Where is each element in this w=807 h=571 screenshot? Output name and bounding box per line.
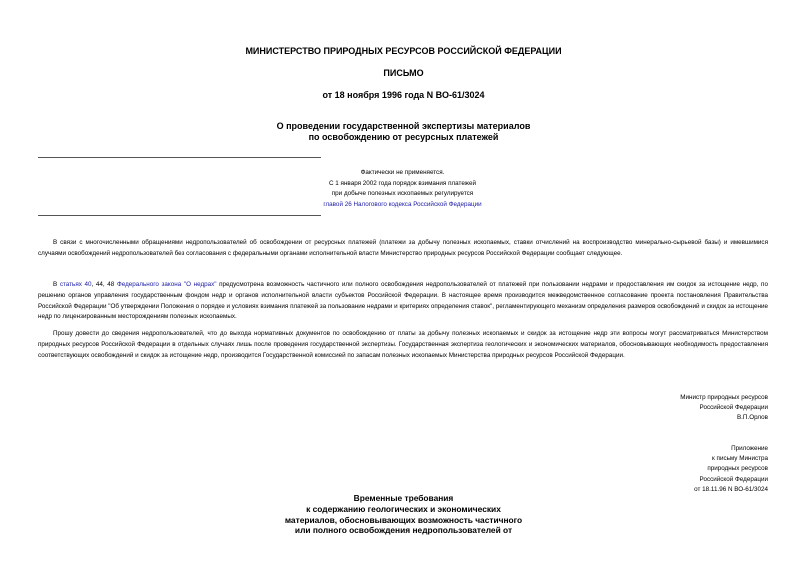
p2-pre: В	[53, 281, 60, 288]
appendix-line3: природных ресурсов	[707, 465, 768, 473]
subsoil-law-link[interactable]: Федерального закона "О недрах"	[116, 281, 217, 288]
tax-code-link[interactable]: главой 26 Налогового кодекса Российской Федерации	[323, 200, 482, 208]
divider-top	[38, 157, 321, 158]
appendix-line4: Российской Федерации	[699, 475, 768, 483]
p2-sep: , 44, 48	[91, 281, 117, 288]
requirements-title-line3: материалов, обосновывающих возможность частичного	[284, 514, 523, 525]
status-note-line1: Фактически не применяется.	[360, 169, 445, 176]
appendix-block	[694, 444, 768, 495]
requirements-title-line2: к содержанию геологических и экономических	[306, 503, 501, 514]
paragraph-2	[38, 280, 768, 323]
signature-line2: Российской Федерации	[699, 404, 768, 412]
document-type: ПИСЬМО	[383, 68, 424, 78]
signature-line1: Министр природных ресурсов	[680, 394, 768, 401]
article-40-link[interactable]: статьях 40	[59, 281, 92, 288]
paragraph-3: Прошу довести до сведения недропользователей, что до выхода нормативных документов по освобождению от платы за добычу полезных ископаемых и скидок за истощение недр эти вопросы могут рассматриваться Министерством природных ресурсов Российской Федерации в отдельных случаях лишь после проведения государственной экспертизы. Государственная экспертиза геологических и экономических материалов, обосновывающих необходимость предоставления соответствующих освобождений и скидок за истощение недр, производится Государственной комиссией по запасам полезных ископаемых Министерства природных ресурсов Российской Федерации.	[38, 330, 768, 359]
divider-bottom	[38, 215, 321, 216]
requirements-title-line1: Временные требования	[353, 493, 454, 503]
document-subject-line1: О проведении государственной экспертизы материалов	[276, 121, 531, 131]
document-date-number: от 18 ноября 1996 года N ВО-61/3024	[322, 90, 485, 100]
status-note-line2: С 1 января 2002 года порядок взимания платежей	[328, 179, 477, 187]
status-note	[290, 168, 515, 210]
p2-rest: предусмотрена возможность частичного или полного освобождения недропользователей от платежей при пользовании недрами и предоставления им скидок за истощение недр, по решению органов управления государственным фондом недр и органов исполнительной власти субъектов Российской Федерации. В настоящее время производится межведомственное согласование проекта постановления Правительства Российской Федерации "Об утверждении Положения о порядке и условиях взимания платежей за пользование недрами и критериях определения ставок", регламентирующего механизм определения размеров освобождений и скидок за истощение недр по лицензированным месторождениям полезных ископаемых.	[38, 281, 768, 321]
requirements-title-line4: или полного освобождения недропользователей от	[294, 525, 513, 536]
paragraph-1: В связи с многочисленными обращениями недропользователей об освобождении от ресурсных платежей (платежи за добычу полезных ископаемых, ставки отчислений на воспроизводство минерально-сырьевой базы) и имевшимися случаями освобождений недропользователей без согласования с федеральными органами исполнительной власти Министерство природных ресурсов Российской Федерации сообщает следующее.	[38, 239, 768, 257]
appendix-line2: к письму Министра	[712, 455, 768, 463]
requirements-title	[0, 493, 807, 536]
signature-block	[680, 393, 768, 424]
appendix-line1: Приложение	[731, 445, 768, 452]
document-subject-line2: по освобождению от ресурсных платежей	[308, 132, 499, 142]
ministry-heading: МИНИСТЕРСТВО ПРИРОДНЫХ РЕСУРСОВ РОССИЙСКОЙ ФЕДЕРАЦИИ	[245, 46, 562, 56]
appendix-line5: от 18.11.96 N ВО-61/3024	[694, 485, 768, 493]
status-note-line3: при добыче полезных ископаемых регулируется	[331, 190, 474, 197]
signature-name: В.П.Орлов	[736, 414, 768, 422]
